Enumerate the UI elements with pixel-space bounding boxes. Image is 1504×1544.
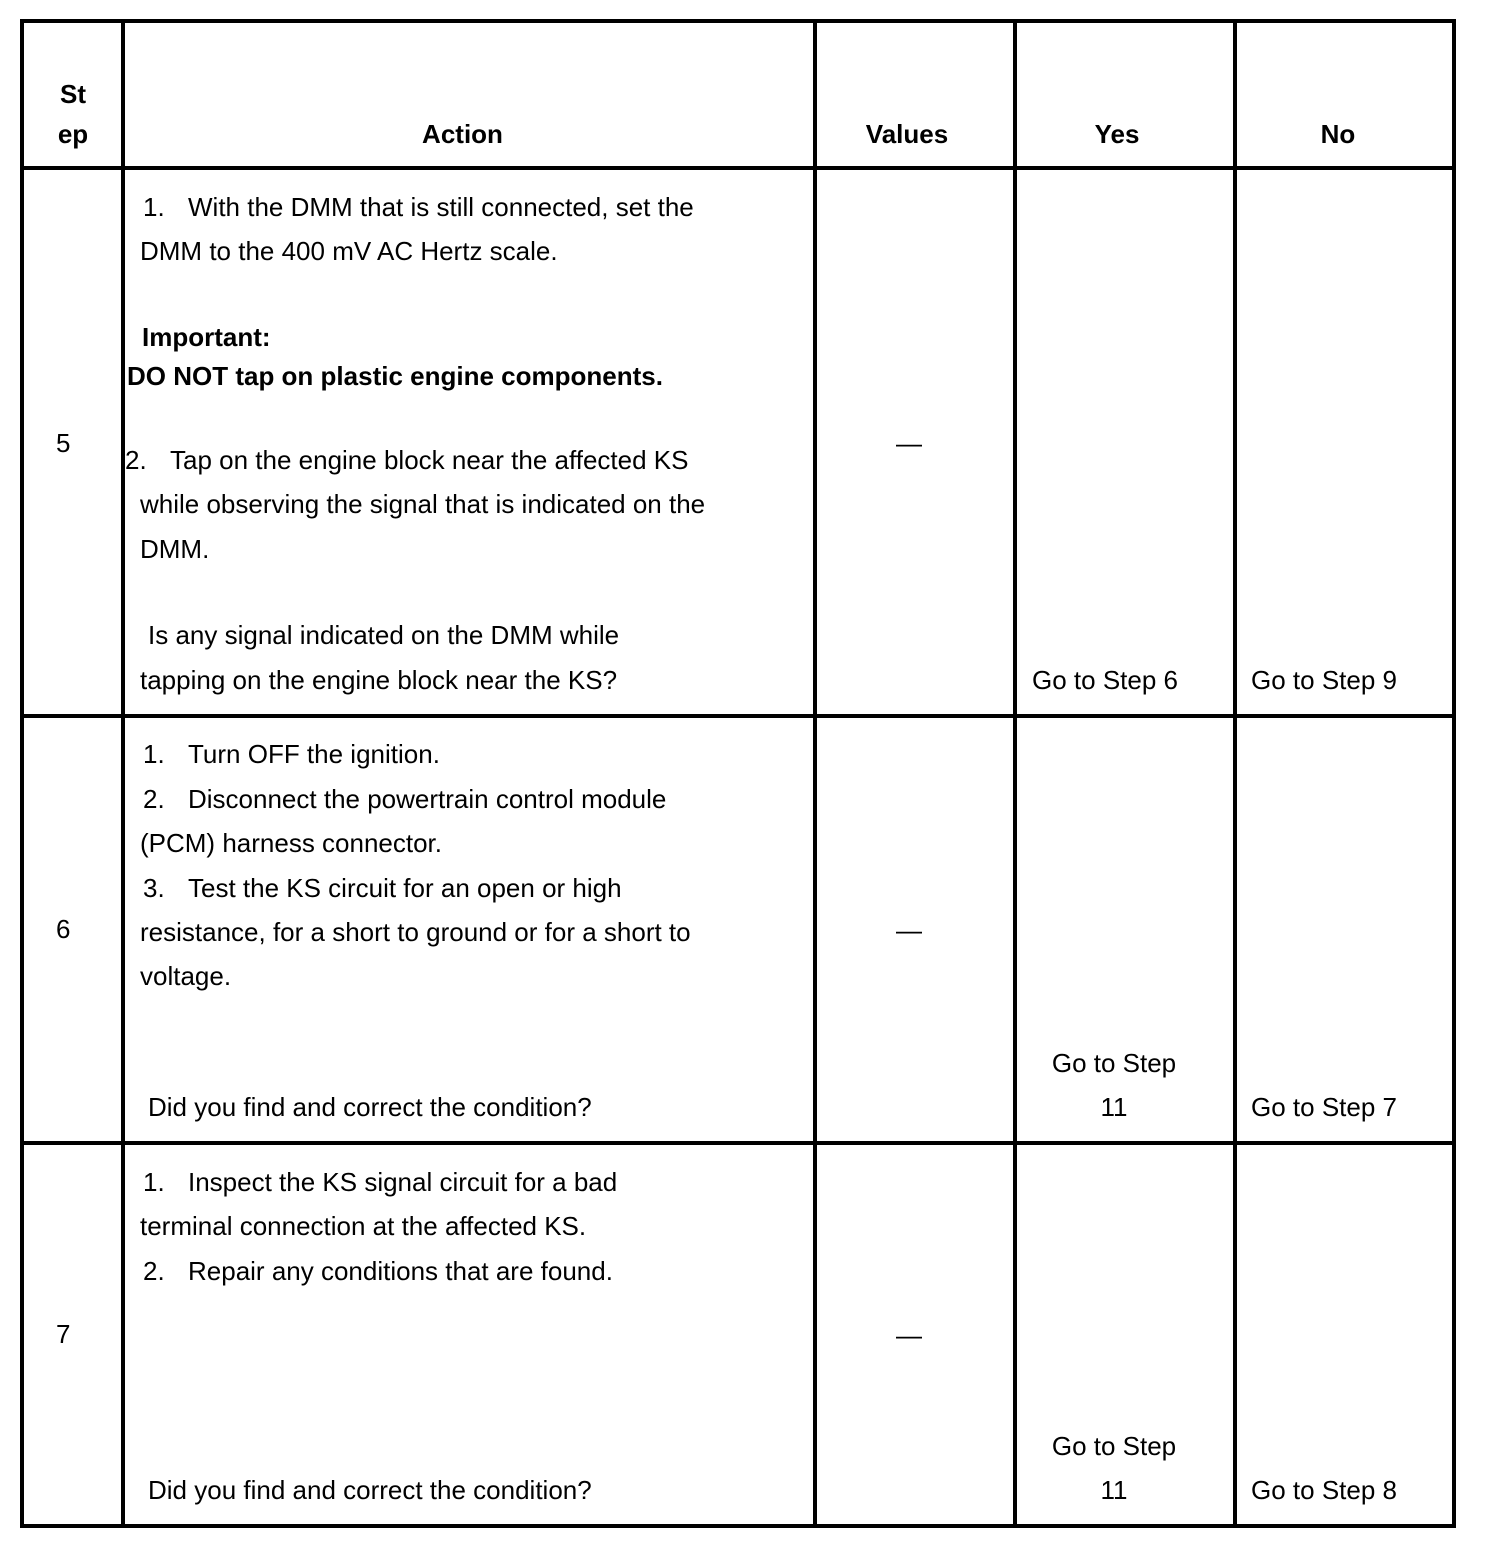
values-cell: —: [896, 1320, 922, 1350]
header-action: Action: [422, 119, 503, 149]
action-item-number: 2.: [143, 784, 165, 814]
action-item-number: 3.: [143, 873, 165, 903]
action-text: Test the KS circuit for an open or high: [188, 873, 622, 903]
no-result: Go to Step 8: [1251, 1475, 1397, 1505]
values-cell: —: [896, 428, 922, 458]
important-note: DO NOT tap on plastic engine components.: [127, 361, 663, 391]
action-text: DMM.: [140, 534, 210, 564]
header-no: No: [1320, 119, 1356, 149]
header-yes: Yes: [1094, 119, 1140, 149]
no-result: Go to Step 7: [1251, 1092, 1397, 1122]
action-text: resistance, for a short to ground or for a short to: [140, 917, 691, 947]
step-number: 7: [56, 1319, 71, 1349]
header-step-line2: ep: [57, 119, 89, 149]
yes-result: 11: [1100, 1092, 1128, 1122]
important-label: Important:: [142, 322, 271, 352]
header-values: Values: [865, 119, 949, 149]
action-text: Turn OFF the ignition.: [188, 739, 440, 769]
yes-result: Go to Step: [1051, 1048, 1177, 1078]
action-item-number: 1.: [143, 739, 165, 769]
action-text: With the DMM that is still connected, set the: [188, 192, 694, 222]
yes-result: Go to Step: [1051, 1431, 1177, 1461]
action-text: while observing the signal that is indicated on the: [140, 489, 706, 519]
action-item-number: 1.: [143, 192, 165, 222]
action-question: tapping on the engine block near the KS?: [140, 665, 618, 695]
no-result: Go to Step 9: [1251, 665, 1397, 695]
action-text: Inspect the KS signal circuit for a bad: [188, 1167, 618, 1197]
header-step-line1: St: [60, 79, 86, 109]
action-text: DMM to the 400 mV AC Hertz scale.: [140, 236, 558, 266]
action-text: Tap on the engine block near the affected KS: [170, 445, 689, 475]
yes-result: Go to Step 6: [1032, 665, 1178, 695]
step-number: 6: [56, 914, 71, 944]
action-text: voltage.: [140, 961, 232, 991]
values-cell: —: [896, 915, 922, 945]
action-text: Disconnect the powertrain control module: [188, 784, 667, 814]
action-question: Is any signal indicated on the DMM while: [148, 620, 620, 650]
action-item-number: 2.: [143, 1256, 165, 1286]
yes-result: 11: [1100, 1475, 1128, 1505]
action-question: Did you find and correct the condition?: [148, 1092, 592, 1122]
action-text: (PCM) harness connector.: [140, 828, 443, 858]
action-question: Did you find and correct the condition?: [148, 1475, 592, 1505]
step-number: 5: [56, 428, 71, 458]
action-item-number: 2.: [125, 445, 147, 475]
action-item-number: 1.: [143, 1167, 165, 1197]
action-text: Repair any conditions that are found.: [188, 1256, 613, 1286]
action-text: terminal connection at the affected KS.: [140, 1211, 587, 1241]
